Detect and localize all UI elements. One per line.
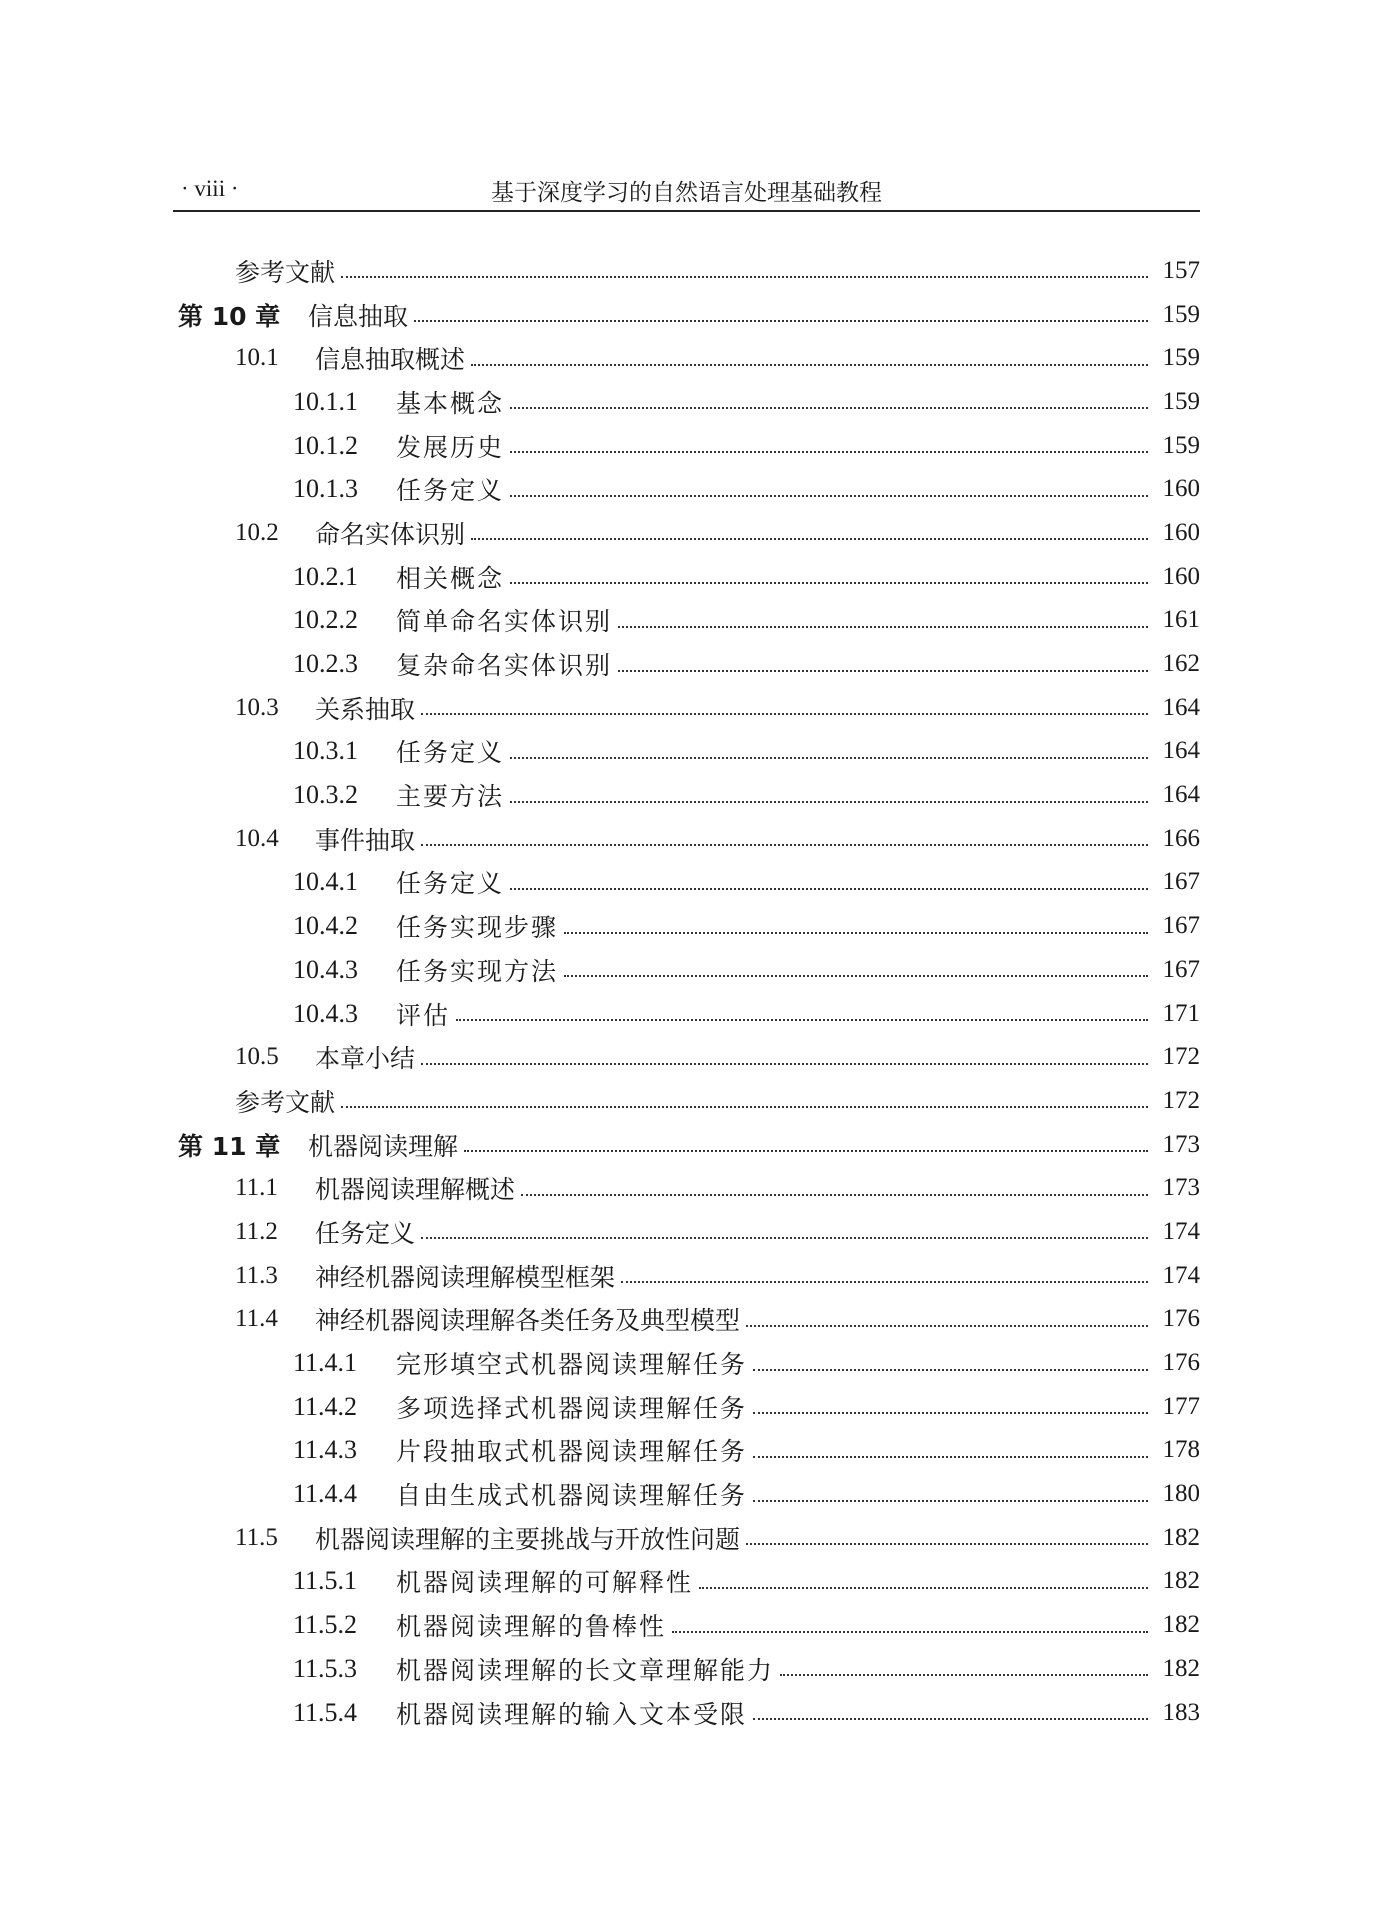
dot-leader [746,1324,1148,1327]
toc-entry-number: 10.4.2 [293,911,358,941]
toc-entry[interactable] [173,1516,1200,1560]
dot-leader [421,1062,1148,1065]
toc-entry-title: 评估 [396,1000,451,1030]
toc-entry-number: 11.2 [235,1217,278,1245]
toc-entry-number: 11.5 [235,1523,278,1551]
toc-entry-title: 关系抽取 [315,694,416,724]
toc-entry[interactable] [173,1560,1200,1604]
toc-entry-number: 10.2.3 [293,649,358,679]
toc-entry-page: 183 [1162,1698,1200,1726]
toc-entry-page: 159 [1162,300,1200,328]
toc-entry-title: 命名实体识别 [315,519,466,549]
toc-entry-page: 166 [1162,824,1200,852]
dot-leader [753,1455,1148,1458]
toc-entry-title: 信息抽取 [308,301,409,331]
toc-entry-number: 11.4.1 [293,1348,358,1378]
toc-entry-number: 10.1.1 [293,386,358,416]
dot-leader [471,363,1148,366]
toc-entry-page: 174 [1162,1217,1200,1245]
toc-entry-number: 11.5.2 [293,1610,358,1640]
toc-entry-page: 177 [1162,1392,1200,1420]
toc-entry[interactable] [173,642,1200,686]
dot-leader [780,1673,1148,1676]
toc-entry-title: 多项选择式机器阅读理解任务 [396,1393,748,1423]
page-number: · viii · [181,176,239,201]
toc-entry-page: 160 [1162,518,1200,546]
toc-entry-number: 10.2 [235,518,279,546]
toc-entry-title: 任务实现方法 [396,956,559,986]
toc-entry-title: 基本概念 [396,388,505,418]
toc-entry-number: 11.5.1 [293,1566,358,1596]
dot-leader [421,843,1148,846]
toc-entry-page: 178 [1162,1436,1200,1464]
dot-leader [746,1542,1148,1545]
toc-entry-title: 机器阅读理解概述 [315,1175,516,1205]
toc-entry[interactable] [173,511,1200,555]
toc-entry-title: 任务实现步骤 [396,913,559,943]
dot-leader [753,1499,1148,1502]
toc-entry[interactable] [173,1429,1200,1473]
toc-entry-page: 157 [1162,256,1200,284]
dot-leader [510,800,1148,803]
toc-entry[interactable] [173,992,1200,1036]
toc-entry-page: 159 [1162,387,1200,415]
toc-entry[interactable] [173,1210,1200,1254]
toc-entry-title: 相关概念 [396,563,505,593]
toc-entry-page: 164 [1162,693,1200,721]
table-of-contents [173,249,1200,1734]
toc-entry-title: 机器阅读理解的输入文本受限 [396,1699,748,1729]
toc-chapter-entry[interactable] [173,1123,1200,1167]
toc-entry[interactable] [173,1647,1200,1691]
toc-entry[interactable] [173,249,1200,293]
toc-entry[interactable] [173,861,1200,905]
book-title: 基于深度学习的自然语言处理基础教程 [491,180,882,206]
toc-entry[interactable] [173,1035,1200,1079]
toc-entry-page: 182 [1162,1567,1200,1595]
toc-entry-page: 160 [1162,475,1200,503]
toc-entry-number: 10.5 [235,1043,279,1071]
toc-entry-number: 11.4.3 [293,1435,358,1465]
dot-leader [510,887,1148,890]
toc-entry[interactable] [173,1472,1200,1516]
dot-leader [753,1411,1148,1414]
toc-entry-title: 机器阅读理解 [308,1131,459,1161]
toc-entry-page: 180 [1162,1480,1200,1508]
toc-entry-title: 机器阅读理解的主要挑战与开放性问题 [315,1524,741,1554]
toc-entry-page: 164 [1162,737,1200,765]
toc-entry[interactable] [173,1691,1200,1735]
toc-entry-page: 172 [1162,1043,1200,1071]
dot-leader [471,537,1148,540]
toc-entry-number: 10.1 [235,344,279,372]
toc-entry-page: 173 [1162,1174,1200,1202]
toc-entry[interactable] [173,380,1200,424]
toc-entry-page: 182 [1162,1654,1200,1682]
toc-entry-page: 164 [1162,781,1200,809]
toc-entry-page: 162 [1162,650,1200,678]
toc-entry-title: 本章小结 [315,1044,416,1074]
toc-entry[interactable] [173,730,1200,774]
toc-entry-number: 10.3.1 [293,736,358,766]
toc-entry[interactable] [173,424,1200,468]
toc-entry-page: 176 [1162,1349,1200,1377]
toc-entry-number: 11.5.4 [293,1697,358,1727]
toc-entry-title: 任务定义 [396,869,505,899]
dot-leader [414,319,1148,322]
toc-entry-page: 172 [1162,1086,1200,1114]
toc-entry-page: 159 [1162,431,1200,459]
toc-entry-title: 事件抽取 [315,825,416,855]
toc-entry[interactable] [173,599,1200,643]
toc-entry-number: 10.4.3 [293,998,358,1028]
toc-entry-page: 173 [1162,1130,1200,1158]
toc-entry-page: 159 [1162,344,1200,372]
dot-leader [753,1368,1148,1371]
dot-leader [510,581,1148,584]
dot-leader [510,756,1148,759]
toc-entry[interactable] [173,467,1200,511]
toc-entry-number: 10.4.3 [293,954,358,984]
toc-entry[interactable] [173,1166,1200,1210]
toc-chapter-entry[interactable] [173,293,1200,337]
dot-leader [510,494,1148,497]
toc-entry-number: 10.4.1 [293,867,358,897]
toc-entry-title: 机器阅读理解的长文章理解能力 [396,1655,775,1685]
toc-entry-number: 10.2.2 [293,605,358,635]
toc-entry-title: 机器阅读理解的可解释性 [396,1568,694,1598]
toc-entry[interactable] [173,686,1200,730]
toc-entry-page: 167 [1162,955,1200,983]
dot-leader [618,625,1148,628]
toc-entry-number: 11.3 [235,1261,278,1289]
toc-entry[interactable] [173,1385,1200,1429]
dot-leader [456,1018,1148,1021]
toc-entry-page: 171 [1162,999,1200,1027]
toc-entry-number: 10.3.2 [293,780,358,810]
toc-entry-page: 160 [1162,562,1200,590]
toc-entry[interactable] [173,336,1200,380]
toc-entry[interactable] [173,773,1200,817]
toc-entry-number: 10.1.3 [293,474,358,504]
dot-leader [672,1630,1148,1633]
toc-entry[interactable] [173,904,1200,948]
toc-entry-page: 161 [1162,606,1200,634]
toc-entry-page: 182 [1162,1611,1200,1639]
toc-entry-title: 任务定义 [396,476,505,506]
toc-entry[interactable] [173,948,1200,992]
toc-entry[interactable] [173,1254,1200,1298]
toc-entry-number: 11.4.2 [293,1391,358,1421]
toc-entry[interactable] [173,817,1200,861]
toc-entry-number: 10.1.2 [293,430,358,460]
toc-entry-number: 10.3 [235,693,279,721]
running-header [173,170,1200,212]
toc-entry-title: 参考文献 [235,1087,336,1117]
toc-entry-number: 10.2.1 [293,561,358,591]
toc-entry-title: 复杂命名实体识别 [396,651,613,681]
dot-leader [753,1717,1148,1720]
toc-entry-title: 参考文献 [235,257,336,287]
toc-entry-title: 任务定义 [315,1218,416,1248]
toc-entry-title: 任务定义 [396,738,505,768]
dot-leader [621,1280,1148,1283]
toc-entry[interactable] [173,1341,1200,1385]
toc-entry-number: 11.5.3 [293,1653,358,1683]
toc-entry-number: 11.4 [235,1305,278,1333]
dot-leader [564,974,1148,977]
dot-leader [699,1586,1148,1589]
toc-entry-title: 神经机器阅读理解模型框架 [315,1262,616,1292]
toc-entry-title: 发展历史 [396,432,505,462]
toc-entry-page: 174 [1162,1261,1200,1289]
toc-entry[interactable] [173,1298,1200,1342]
dot-leader [341,275,1148,278]
dot-leader [521,1193,1148,1196]
dot-leader [564,931,1148,934]
dot-leader [421,712,1148,715]
toc-entry-page: 167 [1162,868,1200,896]
toc-entry-title: 简单命名实体识别 [396,607,613,637]
dot-leader [341,1105,1148,1108]
toc-entry-number: 10.4 [235,824,279,852]
toc-entry-page: 176 [1162,1305,1200,1333]
toc-entry-title: 信息抽取概述 [315,345,466,375]
toc-entry-title: 神经机器阅读理解各类任务及典型模型 [315,1306,741,1336]
toc-entry-title: 主要方法 [396,782,505,812]
toc-entry-title: 片段抽取式机器阅读理解任务 [396,1437,748,1467]
toc-entry-title: 机器阅读理解的鲁棒性 [396,1612,667,1642]
toc-entry[interactable] [173,1079,1200,1123]
toc-entry-page: 167 [1162,912,1200,940]
dot-leader [618,669,1148,672]
toc-entry-title: 自由生成式机器阅读理解任务 [396,1481,748,1511]
toc-entry-title: 完形填空式机器阅读理解任务 [396,1350,748,1380]
toc-entry[interactable] [173,1603,1200,1647]
dot-leader [510,450,1148,453]
dot-leader [510,406,1148,409]
toc-entry-number: 第 11 章 [178,1131,281,1161]
toc-entry-number: 11.4.4 [293,1479,358,1509]
toc-entry-number: 11.1 [235,1174,278,1202]
dot-leader [421,1236,1148,1239]
dot-leader [464,1149,1148,1152]
toc-entry-number: 第 10 章 [178,301,281,331]
toc-entry[interactable] [173,555,1200,599]
toc-entry-page: 182 [1162,1523,1200,1551]
